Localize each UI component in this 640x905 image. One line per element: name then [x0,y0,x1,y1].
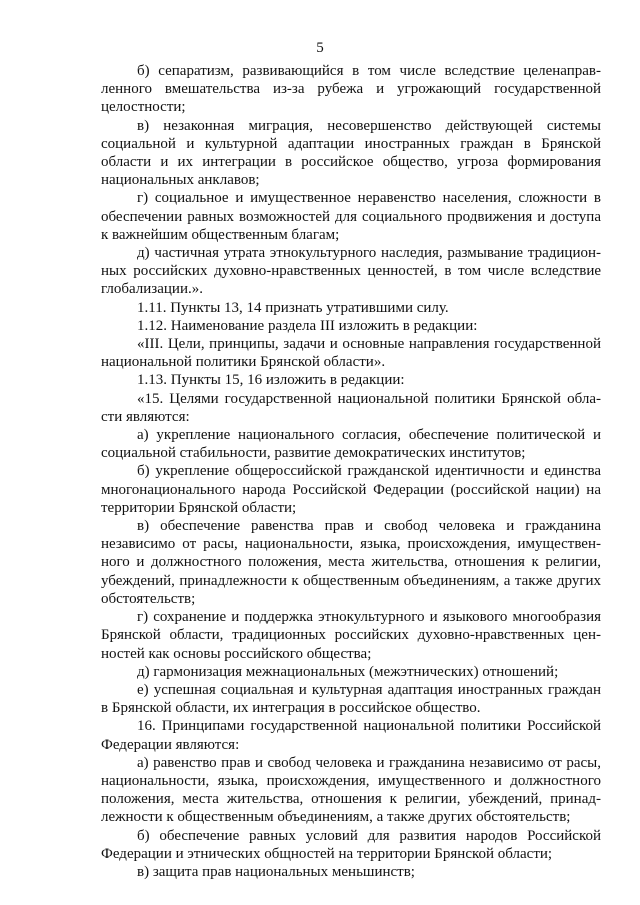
paragraph-section-iii-title: «III. Цели, принципы, задачи и основные направления государственной национальной политики Брянской области». [101,336,601,371]
paragraph-social-inequality: г) социальное и имущественное неравенство населения, сложности в обеспечении равных возможностей для социального продвижения и доступа к важнейшим общественным благам; [101,190,601,243]
paragraph-item-1-11: 1.11. Пункты 13, 14 признать утратившими силу. [137,299,449,316]
paragraph-goal-a: а) укрепление национального согласия, обеспечение политической и социальной стабильности, развитие демократических институтов; [101,427,601,462]
paragraph-item-1-12: 1.12. Наименование раздела III изложить в редакции: [137,317,478,334]
paragraph-goal-v: в) обеспечение равенства прав и свобод человека и гражданина независимо от расы, национальности, языка, происхождения, имущественного и должностного положения, места жительства, отношения к религии, убеждений, принадлежности к общественным объединениям, а также других обстоятельств; [101,518,601,607]
paragraph-principle-b: б) обеспечение равных условий для развития народов Российской Федерации и этнических общностей на территории Брянской области; [101,827,601,862]
paragraph-point-16: 16. Принципами государственной национальной политики Российской Федерации являются: [101,718,601,753]
paragraph-item-1-13: 1.13. Пункты 15, 16 изложить в редакции: [137,372,405,389]
paragraph-principle-a: а) равенство прав и свобод человека и гражданина независимо от расы, национальности, языка, происхождения, имущественного и должностного положения, места жительства, отношения к религии, убеждений, принадлежности к общественным объединениям, а также других обстоятельств; [101,754,601,826]
paragraph-heritage-loss: д) частичная утрата этнокультурного наследия, размывание традиционных российских духовно-нравственных ценностей, в том числе вследствие глобализации.». [101,245,601,298]
page-number: 5 [316,40,324,56]
paragraph-goal-e: е) успешная социальная и культурная адаптация иностранных граждан в Брянской области, их интеграция в российское общество. [101,681,601,717]
paragraph-illegal-migration: в) незаконная миграция, несовершенство действующей системы социальной и культурной адаптации иностранных граждан в Брянской области и их интеграции в российское общество, угроза формирования национальных анклавов; [101,117,601,189]
paragraph-separatism: б) сепаратизм, развивающийся в том числе вследствие целенаправленного вмешательства из-за рубежа и угрожающий государственной целостности; [101,63,601,116]
document-body [101,62,601,881]
paragraph-goal-b: б) укрепление общероссийской гражданской идентичности и единства многонационального народа Российской Федерации (российской нации) на территории Брянской области; [101,463,601,516]
paragraph-principle-v: в) защита прав национальных меньшинств; [137,863,415,880]
paragraph-goal-g: г) сохранение и поддержка этнокультурного и языкового многообразия Брянской области, традиционных российских духовно-нравственных ценностей как основы российского общества; [101,609,601,662]
paragraph-point-15: «15. Целями государственной национальной политики Брянской области являются: [101,390,601,425]
paragraph-goal-d: д) гармонизация межнациональных (межэтнических) отношений; [137,663,559,680]
